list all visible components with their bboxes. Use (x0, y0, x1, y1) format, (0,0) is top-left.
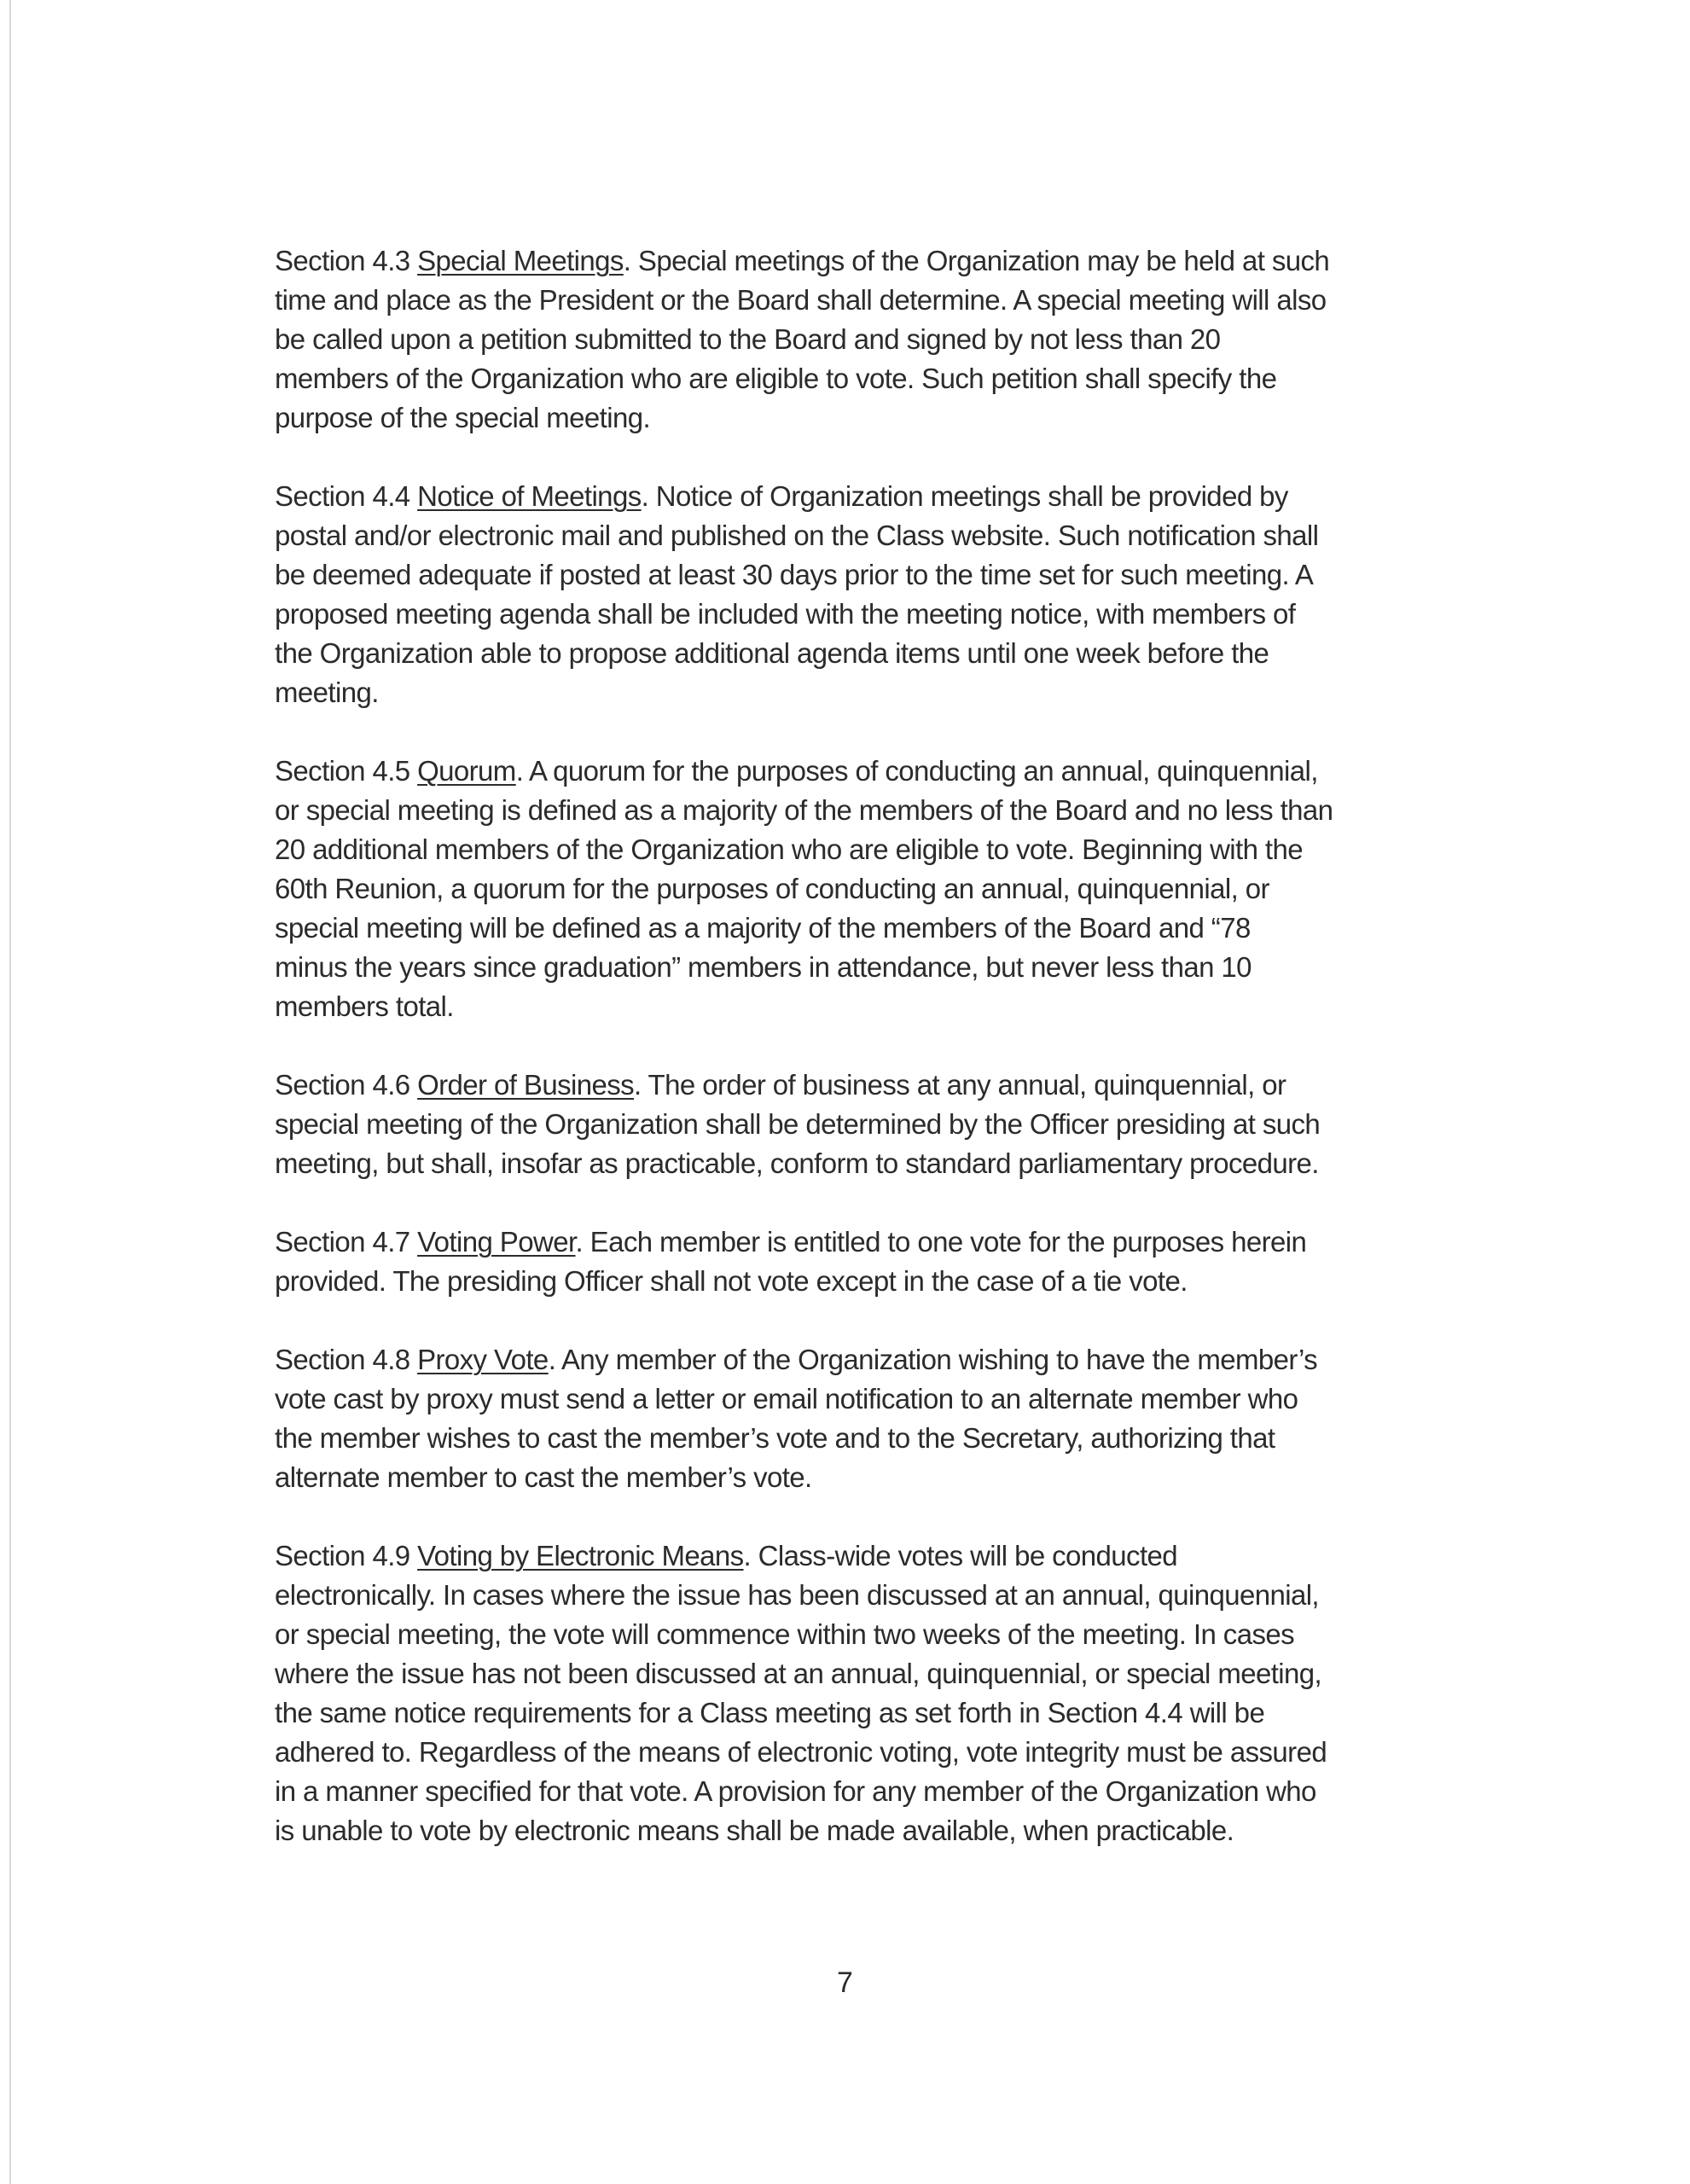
section-line: time and place as the President or the Board shall determine. A special meeting will also (275, 284, 1327, 316)
section-line: vote cast by proxy must send a letter or email notification to an alternate member who (275, 1383, 1298, 1414)
section-line: Section 4.3 Special Meetings. Special meetings of the Organization may be held at such (275, 245, 1330, 276)
section-line: be called upon a petition submitted to the Board and signed by not less than 20 (275, 323, 1221, 355)
section-heading: Special Meetings (417, 245, 624, 276)
section-heading: Notice of Meetings (417, 480, 642, 512)
section-line: 60th Reunion, a quorum for the purposes of conducting an annual, quinquennial, or (275, 873, 1269, 904)
document-page (275, 241, 1452, 1890)
section-number: Section 4.7 (275, 1226, 410, 1258)
section-line: meeting, but shall, insofar as practicable, conform to standard parliamentary procedure. (275, 1147, 1319, 1179)
section-line: members of the Organization who are eligible to vote. Such petition shall specify the (275, 363, 1277, 394)
section-heading: Voting by Electronic Means (417, 1540, 744, 1571)
section-number: Section 4.8 (275, 1344, 410, 1375)
section-line: adhered to. Regardless of the means of electronic voting, vote integrity must be assured (275, 1736, 1327, 1768)
section-line: Section 4.7 Voting Power. Each member is entitled to one vote for the purposes herein (275, 1226, 1307, 1258)
section-number: Section 4.9 (275, 1540, 410, 1571)
section-line: members total. (275, 990, 454, 1022)
section-line: the member wishes to cast the member’s vote and to the Secretary, authorizing that (275, 1422, 1275, 1454)
section-line: where the issue has not been discussed at an annual, quinquennial, or special meeting, (275, 1658, 1322, 1689)
section-line: is unable to vote by electronic means shall be made available, when practicable. (275, 1815, 1234, 1846)
section-heading: Order of Business (417, 1069, 635, 1101)
section-line: Section 4.8 Proxy Vote. Any member of the Organization wishing to have the member’s (275, 1344, 1318, 1375)
section-4-6 (275, 1066, 1452, 1183)
section-number: Section 4.4 (275, 480, 410, 512)
section-heading: Proxy Vote (417, 1344, 549, 1375)
section-number: Section 4.3 (275, 245, 410, 276)
section-line: in a manner specified for that vote. A provision for any member of the Organization who (275, 1775, 1316, 1807)
section-line: the same notice requirements for a Class meeting as set forth in Section 4.4 will be (275, 1697, 1265, 1728)
section-line: alternate member to cast the member’s vote. (275, 1461, 812, 1493)
section-line: postal and/or electronic mail and published on the Class website. Such notification shall (275, 520, 1319, 551)
scan-edge-line (9, 0, 11, 2184)
section-line: special meeting will be defined as a majority of the members of the Board and “78 (275, 912, 1251, 944)
section-line: Section 4.9 Voting by Electronic Means. Class-wide votes will be conducted (275, 1540, 1178, 1571)
section-line: be deemed adequate if posted at least 30 days prior to the time set for such meeting. A (275, 559, 1314, 590)
section-4-8 (275, 1340, 1452, 1497)
section-4-4 (275, 477, 1452, 712)
section-line: Section 4.6 Order of Business. The order of business at any annual, quinquennial, or (275, 1069, 1286, 1101)
section-line: meeting. (275, 677, 379, 708)
section-line: minus the years since graduation” members in attendance, but never less than 10 (275, 951, 1252, 983)
section-line: or special meeting is defined as a majority of the members of the Board and no less than (275, 794, 1333, 826)
section-4-9 (275, 1536, 1452, 1850)
section-line: purpose of the special meeting. (275, 402, 651, 433)
section-4-3 (275, 241, 1452, 438)
section-line: provided. The presiding Officer shall not vote except in the case of a tie vote. (275, 1265, 1188, 1297)
section-number: Section 4.6 (275, 1069, 410, 1101)
section-4-5 (275, 752, 1452, 1026)
section-line: the Organization able to propose additional agenda items until one week before the (275, 637, 1269, 669)
page-number: 7 (837, 1966, 853, 1999)
section-line: proposed meeting agenda shall be included with the meeting notice, with members of (275, 598, 1296, 630)
section-line: electronically. In cases where the issue has been discussed at an annual, quinquennial, (275, 1579, 1320, 1611)
section-heading: Voting Power (417, 1226, 576, 1258)
section-4-7 (275, 1223, 1452, 1301)
section-line: Section 4.5 Quorum. A quorum for the purposes of conducting an annual, quinquennial, (275, 755, 1318, 787)
section-line: or special meeting, the vote will commence within two weeks of the meeting. In cases (275, 1618, 1295, 1650)
section-number: Section 4.5 (275, 755, 410, 787)
section-line: Section 4.4 Notice of Meetings. Notice of Organization meetings shall be provided by (275, 480, 1288, 512)
section-line: special meeting of the Organization shall be determined by the Officer presiding at such (275, 1108, 1321, 1140)
section-line: 20 additional members of the Organization who are eligible to vote. Beginning with the (275, 834, 1303, 865)
section-heading: Quorum (417, 755, 516, 787)
